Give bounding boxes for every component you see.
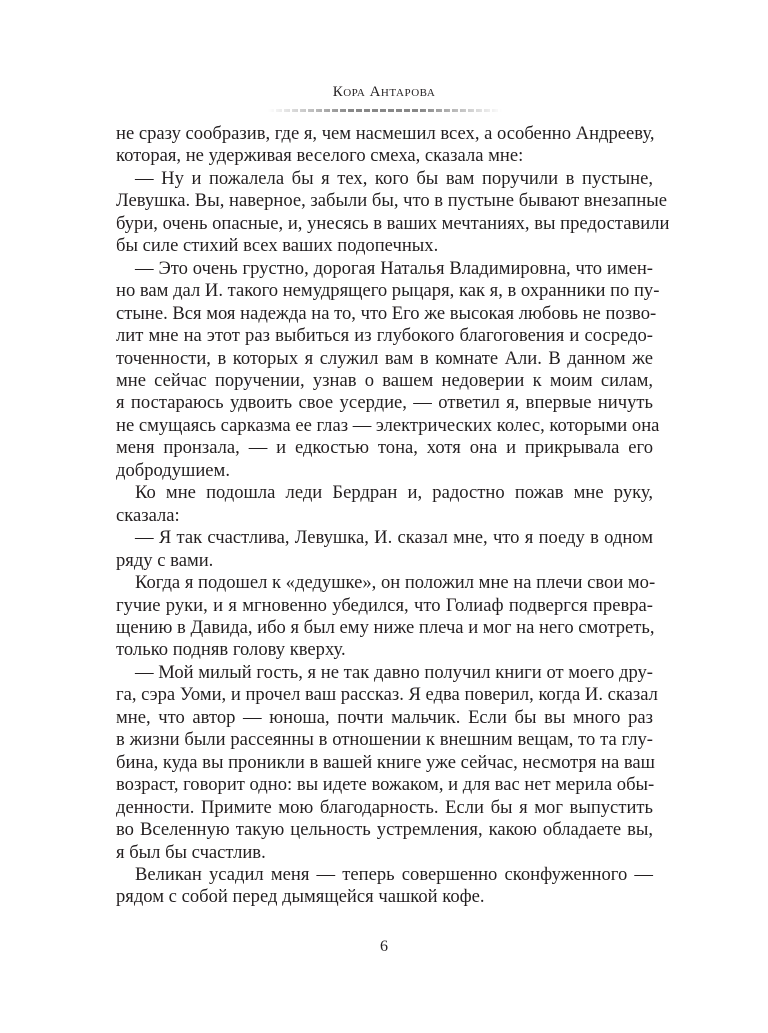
text-line: бури, очень опасные, и, унесясь в ваших мечтаниях, вы предоставили [116,212,670,234]
text-line: ряду с вами. [116,549,214,571]
text-line: лит мне на этот раз выбиться из глубокого благоговения и сосредо- [116,325,653,347]
text-line: бы силе стихий всех ваших подопечных. [116,235,439,257]
text-line: гучие руки, и я мгновенно убедился, что Голиаф подвергся превра- [116,594,653,616]
page-number: 6 [380,938,388,955]
text-line: Ко мне подошла леди Бердран и, радостно пожав мне руку, [135,482,653,504]
text-line: денности. Примите мою благодарность. Если бы я мог выпустить [116,796,653,818]
text-line: Левушка. Вы, наверное, забыли бы, что в пустыне бывают внезапные [116,190,668,212]
text-line: которая, не удерживая веселого смеха, сказала мне: [116,145,524,167]
text-line: добродушием. [116,459,230,481]
text-line: — Ну и пожалела бы я тех, кого бы вам поручили в пустыне, [135,167,653,189]
text-line: только подняв голову кверху. [116,639,346,661]
text-line: возраст, говорит одно: вы идете вожаком, и для вас нет мерила обы- [116,774,655,796]
body-text [116,123,670,909]
text-line: точенности, в которых я служил вам в комнате Али. В данном же [116,347,653,369]
text-line: я постараюсь удвоить свое усердие, — ответил я, впервые ничуть [116,392,653,414]
text-line: но вам дал И. такого немудрящего рыцаря, как я, в охранники по пу- [116,280,660,302]
text-line: — Это очень грустно, дорогая Наталья Владимировна, что имен- [135,257,653,279]
text-line: га, сэра Уоми, и прочел ваш рассказ. Я едва поверил, когда И. сказал [116,684,658,706]
text-line: не смущаясь сарказма ее глаз — электрических колес, которыми она [116,414,660,436]
text-line: я был бы счастлив. [116,841,266,863]
text-line: Великан усадил меня — теперь совершенно сконфуженного — [135,863,653,885]
text-line: мне сейчас поручении, узнав о вашем недоверии к моим силам, [116,369,653,391]
text-line: рядом с собой перед дымящейся чашкой кофе. [116,886,485,908]
text-line: меня пронзала, — и едкостью тона, хотя она и прикрывала его [116,437,653,459]
text-line: не сразу сообразив, где я, чем насмешил всех, а особенно Андрееву, [116,123,655,144]
text-line: сказала: [116,504,180,526]
text-line: щению в Давида, ибо я был ему ниже плеча и мог на него смотреть, [116,616,655,638]
text-line: мне, что автор — юноша, почти мальчик. Если бы вы много раз [116,706,653,728]
text-line: стыне. Вся моя надежда на то, что Его же высокая любовь не позво- [116,302,657,324]
running-header-author: Кора Антарова [332,84,436,100]
text-line: Когда я подошел к «дедушке», он положил мне на плечи свои мо- [135,572,656,594]
text-line: — Мой милый гость, я не так давно получил книги от моего дру- [135,661,653,683]
text-line: бина, куда вы проникли в вашей книге уже сейчас, несмотря на ваш [116,751,655,773]
text-line: во Вселенную такую цельность устремления, какою обладаете вы, [116,819,653,841]
text-line: в жизни были рассеянны в отношении к внешним вещам, то та глу- [116,729,653,751]
text-line: — Я так счастлива, Левушка, И. сказал мне, что я поеду в одном [135,527,653,549]
header-divider [268,109,502,112]
